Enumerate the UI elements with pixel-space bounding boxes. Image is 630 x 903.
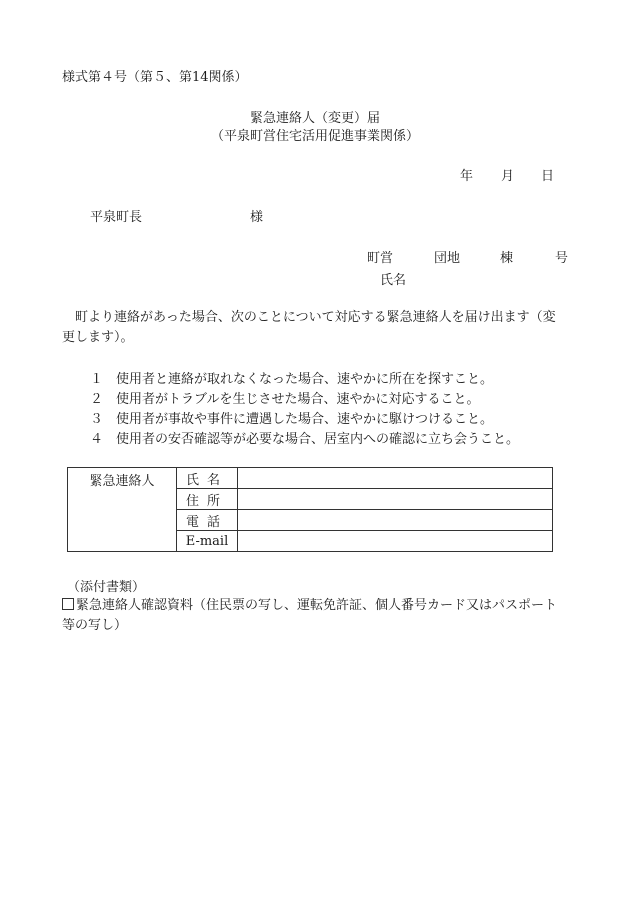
document-subtitle: （平泉町営住宅活用促進事業関係） xyxy=(210,129,419,144)
attachment-checkbox[interactable] xyxy=(62,598,74,610)
attachment-item-line-1: 緊急連絡人確認資料（住民票の写し、運転免許証、個人番号カード又はパスポート xyxy=(76,598,558,613)
addressee-name: 平泉町長 xyxy=(90,210,143,225)
attachment-item-line-2: 等の写し） xyxy=(62,618,128,633)
building-label: 棟 xyxy=(500,251,514,266)
contact-table-header: 緊急連絡人 xyxy=(68,468,177,552)
phone-label-cell: 電話 xyxy=(177,510,238,531)
intro-line-2: 更します）。 xyxy=(62,330,134,345)
email-label-cell: E-mail xyxy=(177,531,238,552)
complex-label: 団地 xyxy=(434,251,461,266)
addressee-honorific: 様 xyxy=(250,210,264,225)
list-item: １ 使用者と連絡が取れなくなった場合、速やかに所在を探すこと。 xyxy=(90,372,494,387)
list-item: ２ 使用者がトラブルを生じさせた場合、速やかに対応すること。 xyxy=(90,392,480,407)
date-day-label: 日 xyxy=(541,169,555,184)
address-input-cell[interactable] xyxy=(238,489,553,510)
attachments-heading: （添付書類） xyxy=(67,580,146,595)
name-label-cell: 氏名 xyxy=(177,468,238,489)
document-title: 緊急連絡人（変更）届 xyxy=(249,111,380,126)
address-label-cell: 住所 xyxy=(177,489,238,510)
form-number: 様式第４号（第５、第14関係） xyxy=(62,70,248,85)
room-number-label: 号 xyxy=(555,251,569,266)
attachment-item xyxy=(62,596,582,636)
table-row xyxy=(68,468,553,489)
response-items-list xyxy=(90,370,610,450)
name-input-cell[interactable] xyxy=(238,468,553,489)
emergency-contact-table xyxy=(67,467,553,552)
phone-input-cell[interactable] xyxy=(238,510,553,531)
town-housing-label: 町営 xyxy=(367,251,394,266)
list-item: ３ 使用者が事故や事件に遭遇した場合、速やかに駆けつけること。 xyxy=(90,412,494,427)
email-input-cell[interactable] xyxy=(238,531,553,552)
date-month-label: 月 xyxy=(501,169,515,184)
date-year-label: 年 xyxy=(460,169,474,184)
list-item: ４ 使用者の安否確認等が必要な場合、居室内への確認に立ち会うこと。 xyxy=(90,432,520,447)
intro-paragraph xyxy=(62,308,582,348)
applicant-name-label: 氏名 xyxy=(380,273,407,288)
intro-line-1: 町より連絡があった場合、次のことについて対応する緊急連絡人を届け出ます（変 xyxy=(62,310,556,325)
